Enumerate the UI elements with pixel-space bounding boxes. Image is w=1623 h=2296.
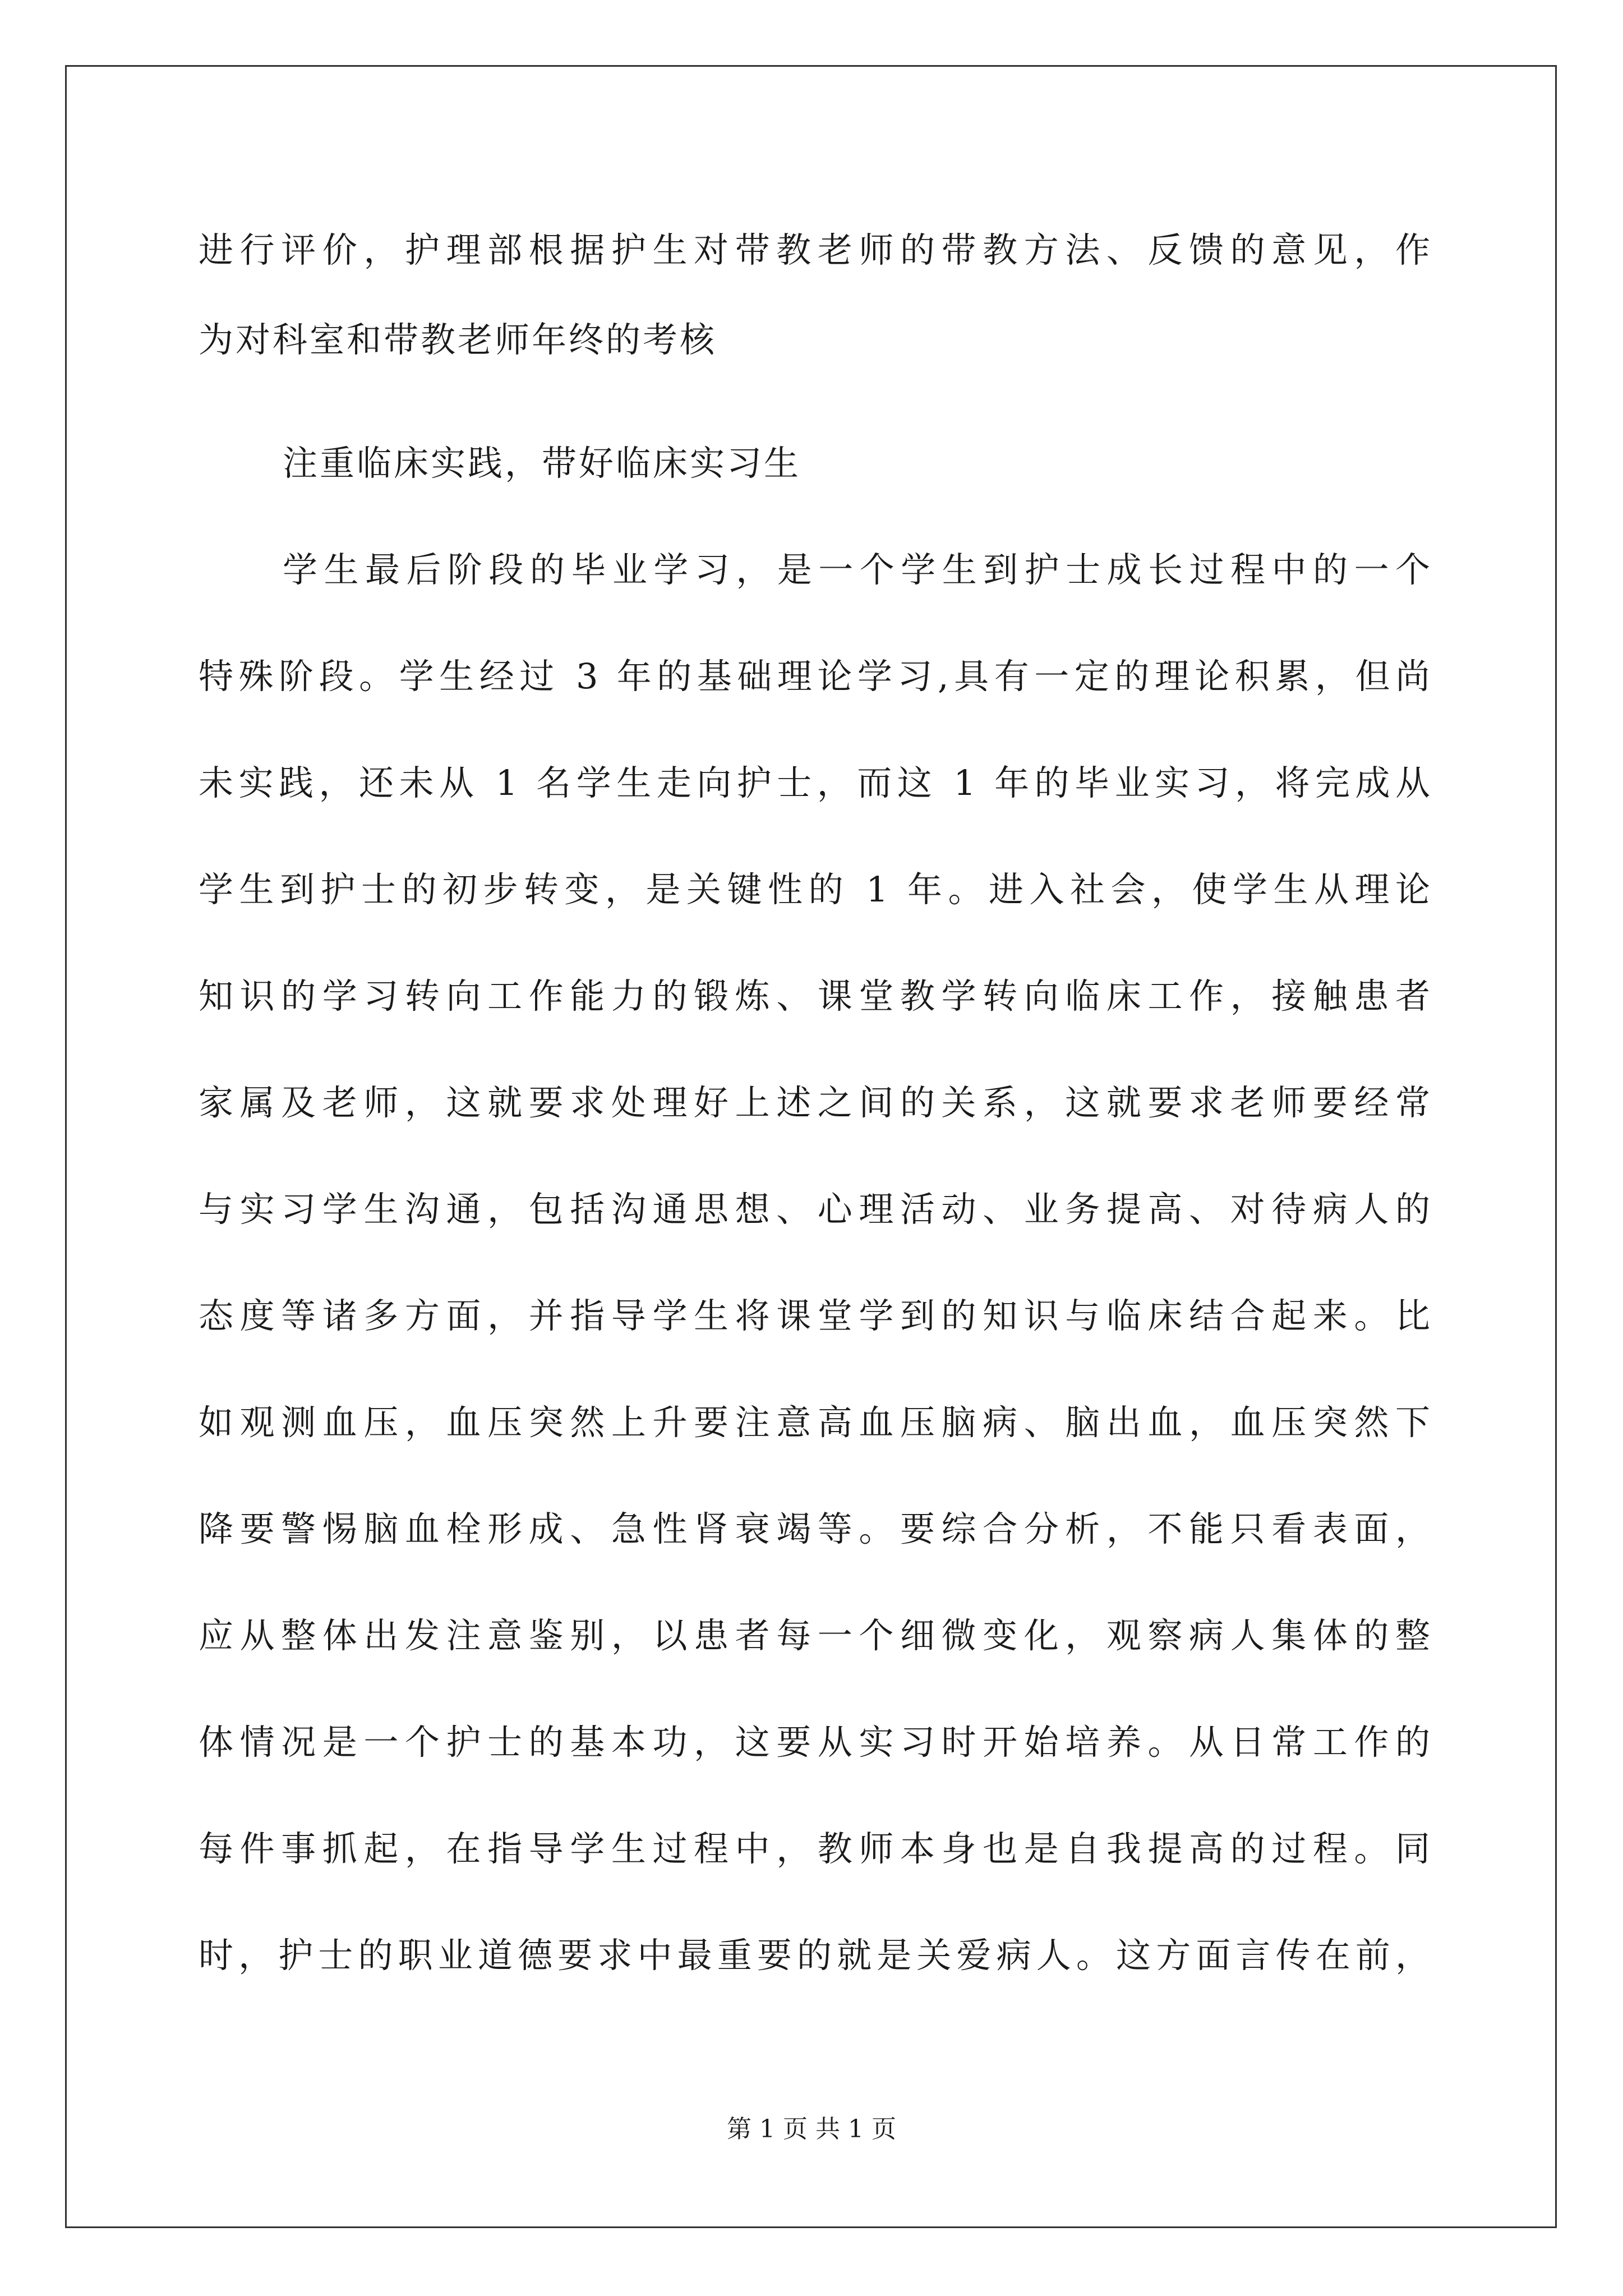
- paragraph-line: 进行评价，护理部根据护生对带教老师的带教方法、反馈的意见，作: [199, 229, 1432, 270]
- paragraph-line: 每件事抓起，在指导学生过程中，教师本身也是自我提高的过程。同: [199, 1828, 1432, 1869]
- paragraph-line: 如观测血压，血压突然上升要注意高血压脑病、脑出血，血压突然下: [199, 1402, 1432, 1443]
- paragraph-line: 家属及老师，这就要求处理好上述之间的关系，这就要求老师要经常: [199, 1082, 1432, 1123]
- section-heading: 注重临床实践，带好临床实习生: [283, 443, 801, 484]
- paragraph-line: 为对科室和带教老师年终的考核: [199, 319, 717, 360]
- paragraph-line: 应从整体出发注意鉴别，以患者每一个细微变化，观察病人集体的整: [199, 1615, 1432, 1656]
- paragraph-line: 特殊阶段。学生经过 3 年的基础理论学习,具有一定的理论积累，但尚: [199, 656, 1432, 697]
- paragraph-line: 知识的学习转向工作能力的锻炼、课堂教学转向临床工作，接触患者: [199, 976, 1432, 1016]
- page-border: [65, 65, 1557, 2228]
- paragraph-line: 与实习学生沟通，包括沟通思想、心理活动、业务提高、对待病人的: [199, 1189, 1432, 1230]
- page-number-footer: 第 1 页 共 1 页: [727, 2115, 896, 2143]
- paragraph-line: 体情况是一个护士的基本功，这要从实习时开始培养。从日常工作的: [199, 1722, 1432, 1763]
- paragraph-line: 态度等诸多方面，并指导学生将课堂学到的知识与临床结合起来。比: [199, 1295, 1432, 1336]
- paragraph-line: 降要警惕脑血栓形成、急性肾衰竭等。要综合分析，不能只看表面，: [199, 1508, 1432, 1549]
- paragraph-line: 学生最后阶段的毕业学习，是一个学生到护士成长过程中的一个: [283, 549, 1432, 590]
- paragraph-line: 未实践，还未从 1 名学生走向护士，而这 1 年的毕业实习，将完成从: [199, 762, 1432, 803]
- paragraph-line: 时，护士的职业道德要求中最重要的就是关爱病人。这方面言传在前，: [199, 1935, 1432, 1976]
- paragraph-line: 学生到护士的初步转变，是关键性的 1 年。进入社会，使学生从理论: [199, 869, 1432, 910]
